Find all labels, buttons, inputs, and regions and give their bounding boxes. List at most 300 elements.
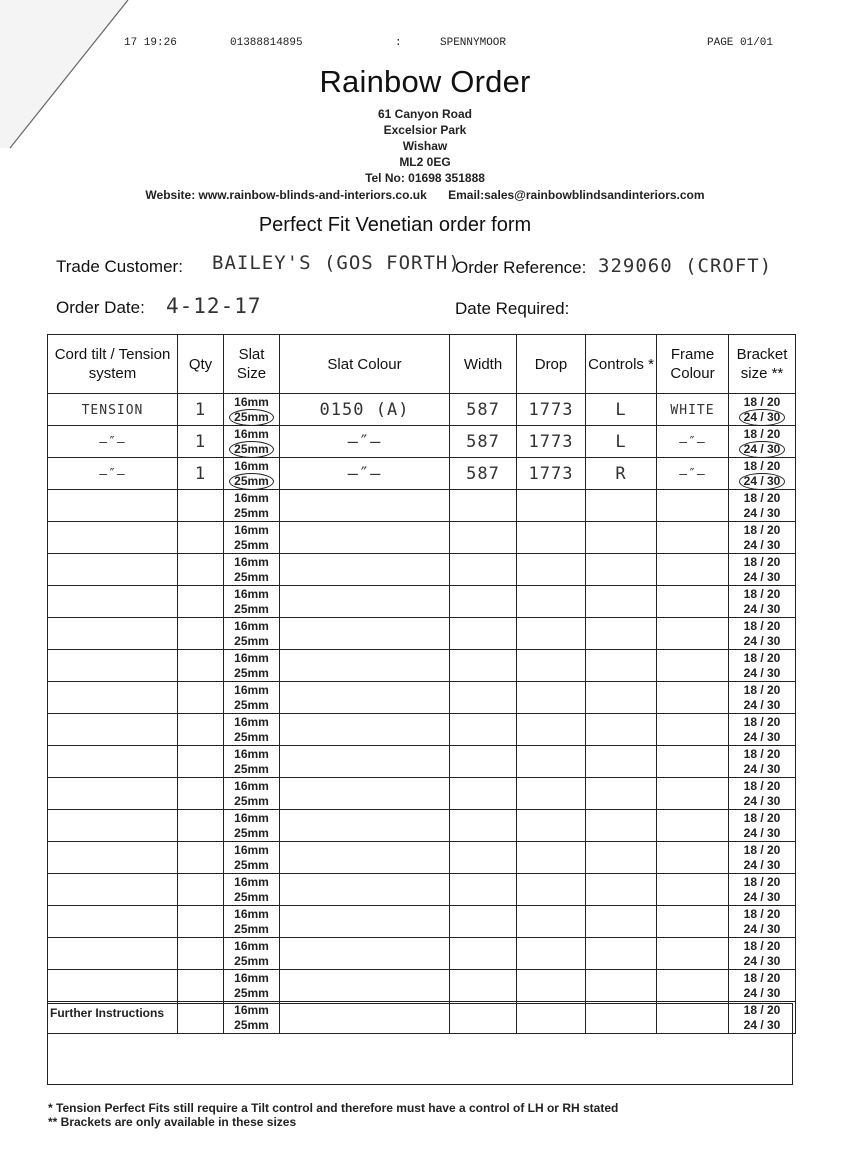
slat-size-option[interactable]: 16mm xyxy=(234,458,269,473)
width-cell[interactable] xyxy=(450,938,517,970)
slat-colour-cell[interactable] xyxy=(280,938,450,970)
slat-size-cell[interactable] xyxy=(224,586,280,618)
slat-colour-cell[interactable] xyxy=(280,650,450,682)
qty-cell[interactable] xyxy=(178,810,224,842)
drop-cell[interactable] xyxy=(517,938,586,970)
slat-colour-cell[interactable] xyxy=(280,522,450,554)
header-controls: Controls * xyxy=(586,335,657,394)
qty-cell[interactable] xyxy=(178,650,224,682)
cord-cell[interactable] xyxy=(48,810,178,842)
bracket-size-option[interactable]: 24 / 30 xyxy=(743,761,781,776)
fax-phone: 01388814895 xyxy=(230,37,303,49)
trade-customer-label: Trade Customer: xyxy=(56,257,183,276)
bracket-size-option[interactable]: 18 / 20 xyxy=(743,778,781,793)
qty-cell[interactable] xyxy=(178,522,224,554)
frame-colour-cell[interactable] xyxy=(657,554,729,586)
slat-size-option[interactable]: 25mm xyxy=(234,1017,269,1032)
frame-colour-cell[interactable] xyxy=(657,490,729,522)
controls-cell[interactable] xyxy=(586,842,657,874)
slat-size-option[interactable]: 16mm xyxy=(234,426,269,441)
footnote-tension: * Tension Perfect Fits still require a Tilt control and therefore must have a control of LH or RH stated xyxy=(48,1101,619,1115)
slat-size-option[interactable]: 16mm xyxy=(234,714,269,729)
frame-colour-cell[interactable] xyxy=(657,746,729,778)
bracket-size-option[interactable]: 24 / 30 xyxy=(743,569,781,584)
cord-cell[interactable] xyxy=(48,906,178,938)
cord-cell[interactable] xyxy=(48,970,178,1002)
slat-size-cell[interactable] xyxy=(224,746,280,778)
slat-size-option[interactable]: 16mm xyxy=(234,554,269,569)
qty-cell[interactable] xyxy=(178,906,224,938)
slat-size-option[interactable]: 16mm xyxy=(234,522,269,537)
order-reference-value[interactable]: 329060 (CROFT) xyxy=(598,255,773,277)
cord-cell-value: —″— xyxy=(99,466,126,482)
company-address xyxy=(0,106,850,186)
bracket-cell[interactable] xyxy=(729,682,796,714)
bracket-size-option[interactable]: 24 / 30 xyxy=(743,985,781,1000)
bracket-size-option[interactable]: 24 / 30 xyxy=(743,505,781,520)
table-row xyxy=(48,426,796,458)
controls-cell[interactable] xyxy=(586,682,657,714)
qty-cell[interactable] xyxy=(178,778,224,810)
qty-cell[interactable] xyxy=(178,874,224,906)
slat-size-option[interactable]: 25mm xyxy=(234,825,269,840)
frame-colour-cell[interactable] xyxy=(657,394,729,426)
drop-cell[interactable] xyxy=(517,522,586,554)
slat-size-cell[interactable] xyxy=(224,682,280,714)
controls-cell[interactable] xyxy=(586,618,657,650)
bracket-size-option[interactable]: 24 / 30 xyxy=(743,857,781,872)
slat-size-option[interactable]: 16mm xyxy=(234,586,269,601)
slat-size-option[interactable]: 25mm xyxy=(234,697,269,712)
frame-colour-cell[interactable] xyxy=(657,938,729,970)
drop-cell[interactable] xyxy=(517,394,586,426)
bracket-size-option[interactable]: 24 / 30 xyxy=(743,921,781,936)
slat-size-cell[interactable] xyxy=(224,650,280,682)
bracket-size-option[interactable]: 18 / 20 xyxy=(743,810,781,825)
table-row xyxy=(48,554,796,586)
table-row xyxy=(48,458,796,490)
width-cell[interactable] xyxy=(450,874,517,906)
frame-colour-cell[interactable] xyxy=(657,906,729,938)
cord-cell[interactable] xyxy=(48,746,178,778)
frame-colour-cell[interactable] xyxy=(657,842,729,874)
width-cell[interactable] xyxy=(450,906,517,938)
slat-colour-cell[interactable] xyxy=(280,746,450,778)
qty-cell[interactable] xyxy=(178,938,224,970)
slat-colour-cell[interactable] xyxy=(280,458,450,490)
fax-header xyxy=(0,37,850,53)
table-row xyxy=(48,586,796,618)
bracket-size-option[interactable]: 24 / 30 xyxy=(739,473,786,490)
slat-size-cell[interactable] xyxy=(224,970,280,1002)
qty-cell[interactable] xyxy=(178,746,224,778)
width-cell[interactable] xyxy=(450,746,517,778)
bracket-size-option[interactable]: 24 / 30 xyxy=(743,601,781,616)
slat-size-option[interactable]: 25mm xyxy=(234,665,269,680)
bracket-cell[interactable] xyxy=(729,522,796,554)
slat-size-option[interactable]: 16mm xyxy=(234,682,269,697)
controls-cell[interactable] xyxy=(586,586,657,618)
slat-size-cell[interactable] xyxy=(224,490,280,522)
controls-cell[interactable] xyxy=(586,458,657,490)
qty-cell[interactable] xyxy=(178,586,224,618)
slat-size-option[interactable]: 25mm xyxy=(234,505,269,520)
frame-colour-cell-value: WHITE xyxy=(670,402,715,418)
controls-cell[interactable] xyxy=(586,554,657,586)
slat-size-option[interactable]: 16mm xyxy=(234,970,269,985)
form-title: Perfect Fit Venetian order form xyxy=(258,214,532,236)
frame-colour-cell[interactable] xyxy=(657,650,729,682)
controls-cell[interactable] xyxy=(586,394,657,426)
controls-cell[interactable] xyxy=(586,746,657,778)
slat-size-option[interactable]: 16mm xyxy=(234,650,269,665)
bracket-size-option[interactable]: 18 / 20 xyxy=(743,906,781,921)
table-row xyxy=(48,906,796,938)
bracket-size-option[interactable]: 18 / 20 xyxy=(743,458,781,473)
width-cell[interactable] xyxy=(450,522,517,554)
address-line: Wishaw xyxy=(402,139,448,153)
slat-size-option[interactable]: 25mm xyxy=(234,633,269,648)
slat-size-cell[interactable] xyxy=(224,906,280,938)
slat-size-option[interactable]: 25mm xyxy=(234,857,269,872)
cord-cell[interactable] xyxy=(48,874,178,906)
frame-colour-cell[interactable] xyxy=(657,522,729,554)
bracket-size-option[interactable]: 24 / 30 xyxy=(743,665,781,680)
bracket-cell[interactable] xyxy=(729,554,796,586)
controls-cell[interactable] xyxy=(586,906,657,938)
controls-cell[interactable] xyxy=(586,522,657,554)
slat-size-option[interactable]: 25mm xyxy=(234,729,269,744)
bracket-size-option[interactable]: 18 / 20 xyxy=(743,554,781,569)
cord-cell[interactable] xyxy=(48,842,178,874)
order-date-value[interactable]: 4-12-17 xyxy=(166,294,262,318)
frame-colour-cell[interactable] xyxy=(657,714,729,746)
cord-cell[interactable] xyxy=(48,618,178,650)
slat-size-option[interactable]: 25mm xyxy=(234,569,269,584)
slat-colour-cell[interactable] xyxy=(280,554,450,586)
qty-cell[interactable] xyxy=(178,490,224,522)
table-row xyxy=(48,522,796,554)
controls-cell[interactable] xyxy=(586,938,657,970)
cord-cell[interactable] xyxy=(48,458,178,490)
bracket-size-option[interactable]: 18 / 20 xyxy=(743,714,781,729)
header-bracket-size: Bracket size ** xyxy=(729,335,796,394)
drop-cell[interactable] xyxy=(517,810,586,842)
bracket-size-option[interactable]: 24 / 30 xyxy=(743,793,781,808)
bracket-size-option[interactable]: 24 / 30 xyxy=(743,825,781,840)
slat-size-option[interactable]: 25mm xyxy=(234,601,269,616)
bracket-cell[interactable] xyxy=(729,394,796,426)
bracket-size-option[interactable]: 18 / 20 xyxy=(743,522,781,537)
bracket-cell[interactable] xyxy=(729,714,796,746)
slat-size-option[interactable]: 16mm xyxy=(234,874,269,889)
frame-colour-cell[interactable] xyxy=(657,810,729,842)
cord-cell[interactable] xyxy=(48,490,178,522)
cord-cell[interactable] xyxy=(48,778,178,810)
header-slat-colour: Slat Colour xyxy=(280,335,450,394)
slat-size-option[interactable]: 25mm xyxy=(234,761,269,776)
cord-cell[interactable] xyxy=(48,394,178,426)
controls-cell[interactable] xyxy=(586,874,657,906)
slat-size-cell[interactable] xyxy=(224,842,280,874)
bracket-size-option[interactable]: 24 / 30 xyxy=(743,953,781,968)
bracket-size-option[interactable]: 24 / 30 xyxy=(739,409,786,426)
slat-size-option[interactable]: 16mm xyxy=(234,746,269,761)
bracket-size-option[interactable]: 18 / 20 xyxy=(743,874,781,889)
address-line: ML2 0EG xyxy=(399,155,451,169)
cord-cell[interactable] xyxy=(48,682,178,714)
bracket-cell[interactable] xyxy=(729,938,796,970)
drop-cell[interactable] xyxy=(517,618,586,650)
bracket-size-option[interactable]: 18 / 20 xyxy=(743,618,781,633)
slat-colour-cell[interactable] xyxy=(280,874,450,906)
bracket-cell[interactable] xyxy=(729,746,796,778)
slat-colour-cell-value: —″— xyxy=(347,431,382,452)
slat-size-option[interactable]: 25mm xyxy=(234,889,269,904)
slat-size-cell[interactable] xyxy=(224,522,280,554)
cord-cell-value: —″— xyxy=(99,434,126,450)
drop-cell-value: 1773 xyxy=(528,399,574,420)
cord-cell[interactable] xyxy=(48,522,178,554)
width-cell[interactable] xyxy=(450,554,517,586)
drop-cell-value: 1773 xyxy=(528,463,574,484)
bracket-size-option[interactable]: 24 / 30 xyxy=(743,697,781,712)
qty-cell[interactable] xyxy=(178,682,224,714)
slat-size-option[interactable]: 16mm xyxy=(234,810,269,825)
slat-colour-cell[interactable] xyxy=(280,810,450,842)
bracket-cell[interactable] xyxy=(729,906,796,938)
bracket-cell[interactable] xyxy=(729,426,796,458)
width-cell[interactable] xyxy=(450,778,517,810)
slat-colour-cell[interactable] xyxy=(280,842,450,874)
frame-colour-cell[interactable] xyxy=(657,682,729,714)
width-cell-value: 587 xyxy=(466,463,500,484)
width-cell[interactable] xyxy=(450,714,517,746)
slat-size-option[interactable]: 25mm xyxy=(229,441,274,458)
slat-size-cell[interactable] xyxy=(224,778,280,810)
date-required-label: Date Required: xyxy=(455,299,570,318)
drop-cell[interactable] xyxy=(517,778,586,810)
width-cell[interactable] xyxy=(450,426,517,458)
qty-cell[interactable] xyxy=(178,714,224,746)
slat-size-cell[interactable] xyxy=(224,938,280,970)
slat-size-option[interactable]: 16mm xyxy=(234,1002,269,1017)
address-line: 61 Canyon Road xyxy=(377,107,473,121)
cord-cell-value: TENSION xyxy=(81,402,144,418)
slat-colour-cell-value: —″— xyxy=(347,463,382,484)
bracket-size-option[interactable]: 24 / 30 xyxy=(743,729,781,744)
bracket-cell[interactable] xyxy=(729,490,796,522)
drop-cell-value: 1773 xyxy=(528,431,574,452)
qty-cell[interactable] xyxy=(178,618,224,650)
cord-cell[interactable] xyxy=(48,586,178,618)
width-cell[interactable] xyxy=(450,970,517,1002)
slat-colour-cell[interactable] xyxy=(280,682,450,714)
controls-cell[interactable] xyxy=(586,810,657,842)
slat-colour-cell[interactable] xyxy=(280,618,450,650)
slat-size-cell[interactable] xyxy=(224,810,280,842)
drop-cell[interactable] xyxy=(517,746,586,778)
slat-size-option[interactable]: 16mm xyxy=(234,938,269,953)
qty-cell[interactable] xyxy=(178,842,224,874)
bracket-size-option[interactable]: 24 / 30 xyxy=(743,1017,781,1032)
qty-cell[interactable] xyxy=(178,554,224,586)
drop-cell[interactable] xyxy=(517,714,586,746)
drop-cell[interactable] xyxy=(517,970,586,1002)
drop-cell[interactable] xyxy=(517,682,586,714)
bracket-size-option[interactable]: 24 / 30 xyxy=(743,889,781,904)
bracket-size-option[interactable]: 24 / 30 xyxy=(743,537,781,552)
frame-colour-cell[interactable] xyxy=(657,970,729,1002)
controls-cell[interactable] xyxy=(586,714,657,746)
table-row xyxy=(48,714,796,746)
cord-cell[interactable] xyxy=(48,714,178,746)
width-cell[interactable] xyxy=(450,490,517,522)
controls-cell[interactable] xyxy=(586,970,657,1002)
frame-colour-cell[interactable] xyxy=(657,778,729,810)
bracket-cell[interactable] xyxy=(729,586,796,618)
width-cell[interactable] xyxy=(450,394,517,426)
slat-size-option[interactable]: 25mm xyxy=(234,953,269,968)
slat-size-cell[interactable] xyxy=(224,714,280,746)
header-drop: Drop xyxy=(517,335,586,394)
table-row xyxy=(48,618,796,650)
bracket-size-option[interactable]: 18 / 20 xyxy=(743,394,781,409)
controls-cell[interactable] xyxy=(586,490,657,522)
bracket-cell[interactable] xyxy=(729,970,796,1002)
bracket-size-option[interactable]: 18 / 20 xyxy=(743,746,781,761)
order-reference-label: Order Reference: xyxy=(455,258,587,277)
bracket-cell[interactable] xyxy=(729,458,796,490)
width-cell[interactable] xyxy=(450,618,517,650)
further-instructions-label: Further Instructions xyxy=(50,1006,165,1020)
trade-customer-value[interactable]: BAILEY'S (GOS FORTH) xyxy=(212,252,461,274)
frame-colour-cell[interactable] xyxy=(657,874,729,906)
bracket-cell[interactable] xyxy=(729,842,796,874)
drop-cell[interactable] xyxy=(517,842,586,874)
fax-location: SPENNYMOOR xyxy=(440,37,507,49)
controls-cell[interactable] xyxy=(586,650,657,682)
slat-size-option[interactable]: 16mm xyxy=(234,906,269,921)
order-date-label: Order Date: xyxy=(56,298,145,317)
width-cell[interactable] xyxy=(450,682,517,714)
width-cell[interactable] xyxy=(450,810,517,842)
slat-size-option[interactable]: 16mm xyxy=(234,778,269,793)
qty-cell-value: 1 xyxy=(194,463,207,484)
cord-cell[interactable] xyxy=(48,650,178,682)
header-slat-size: Slat Size xyxy=(224,335,280,394)
qty-cell[interactable] xyxy=(178,426,224,458)
bracket-size-option[interactable]: 18 / 20 xyxy=(743,650,781,665)
bracket-cell[interactable] xyxy=(729,618,796,650)
bracket-size-option[interactable]: 18 / 20 xyxy=(743,970,781,985)
slat-size-option[interactable]: 16mm xyxy=(234,490,269,505)
bracket-size-option[interactable]: 18 / 20 xyxy=(743,682,781,697)
bracket-size-option[interactable]: 18 / 20 xyxy=(743,586,781,601)
qty-cell[interactable] xyxy=(178,394,224,426)
slat-colour-cell[interactable] xyxy=(280,586,450,618)
width-cell[interactable] xyxy=(450,842,517,874)
slat-colour-cell[interactable] xyxy=(280,970,450,1002)
table-row xyxy=(48,810,796,842)
slat-size-cell[interactable] xyxy=(224,618,280,650)
further-instructions-box[interactable] xyxy=(47,1003,793,1085)
table-row xyxy=(48,650,796,682)
frame-colour-cell[interactable] xyxy=(657,586,729,618)
drop-cell[interactable] xyxy=(517,650,586,682)
cord-cell[interactable] xyxy=(48,426,178,458)
cord-cell[interactable] xyxy=(48,554,178,586)
slat-colour-cell[interactable] xyxy=(280,906,450,938)
frame-colour-cell[interactable] xyxy=(657,618,729,650)
drop-cell[interactable] xyxy=(517,874,586,906)
bracket-cell[interactable] xyxy=(729,650,796,682)
table-row xyxy=(48,970,796,1002)
slat-colour-cell[interactable] xyxy=(280,394,450,426)
slat-colour-cell[interactable] xyxy=(280,778,450,810)
controls-cell[interactable] xyxy=(586,778,657,810)
width-cell[interactable] xyxy=(450,650,517,682)
bracket-size-option[interactable]: 18 / 20 xyxy=(743,426,781,441)
frame-colour-cell[interactable] xyxy=(657,458,729,490)
drop-cell[interactable] xyxy=(517,554,586,586)
header-frame-colour: Frame Colour xyxy=(657,335,729,394)
qty-cell[interactable] xyxy=(178,458,224,490)
bracket-size-option[interactable]: 18 / 20 xyxy=(743,938,781,953)
bracket-cell[interactable] xyxy=(729,778,796,810)
slat-colour-cell[interactable] xyxy=(280,426,450,458)
cord-cell[interactable] xyxy=(48,938,178,970)
bracket-cell[interactable] xyxy=(729,874,796,906)
slat-size-option[interactable]: 25mm xyxy=(234,985,269,1000)
slat-size-cell[interactable] xyxy=(224,874,280,906)
drop-cell[interactable] xyxy=(517,906,586,938)
bracket-size-option[interactable]: 18 / 20 xyxy=(743,490,781,505)
drop-cell[interactable] xyxy=(517,586,586,618)
slat-size-cell[interactable] xyxy=(224,394,280,426)
bracket-size-option[interactable]: 24 / 30 xyxy=(743,633,781,648)
drop-cell[interactable] xyxy=(517,426,586,458)
frame-colour-cell[interactable] xyxy=(657,426,729,458)
width-cell[interactable] xyxy=(450,586,517,618)
controls-cell[interactable] xyxy=(586,426,657,458)
bracket-size-option[interactable]: 18 / 20 xyxy=(743,842,781,857)
slat-size-option[interactable]: 16mm xyxy=(234,394,269,409)
slat-size-option[interactable]: 25mm xyxy=(234,537,269,552)
fax-page: PAGE 01/01 xyxy=(707,37,774,49)
slat-size-cell[interactable] xyxy=(224,458,280,490)
qty-cell[interactable] xyxy=(178,970,224,1002)
slat-size-option[interactable]: 16mm xyxy=(234,618,269,633)
bracket-size-option[interactable]: 24 / 30 xyxy=(739,441,786,458)
slat-size-cell[interactable] xyxy=(224,426,280,458)
slat-size-option[interactable]: 16mm xyxy=(234,842,269,857)
controls-cell-value: L xyxy=(615,431,627,452)
slat-size-option[interactable]: 25mm xyxy=(229,409,274,426)
slat-colour-cell[interactable] xyxy=(280,714,450,746)
slat-size-cell[interactable] xyxy=(224,554,280,586)
width-cell[interactable] xyxy=(450,458,517,490)
slat-colour-cell[interactable] xyxy=(280,490,450,522)
drop-cell[interactable] xyxy=(517,490,586,522)
slat-size-option[interactable]: 25mm xyxy=(229,473,274,490)
order-table xyxy=(47,334,796,1034)
slat-size-option[interactable]: 25mm xyxy=(234,921,269,936)
drop-cell[interactable] xyxy=(517,458,586,490)
bracket-size-option[interactable]: 18 / 20 xyxy=(743,1002,781,1017)
bracket-cell[interactable] xyxy=(729,810,796,842)
slat-size-option[interactable]: 25mm xyxy=(234,793,269,808)
